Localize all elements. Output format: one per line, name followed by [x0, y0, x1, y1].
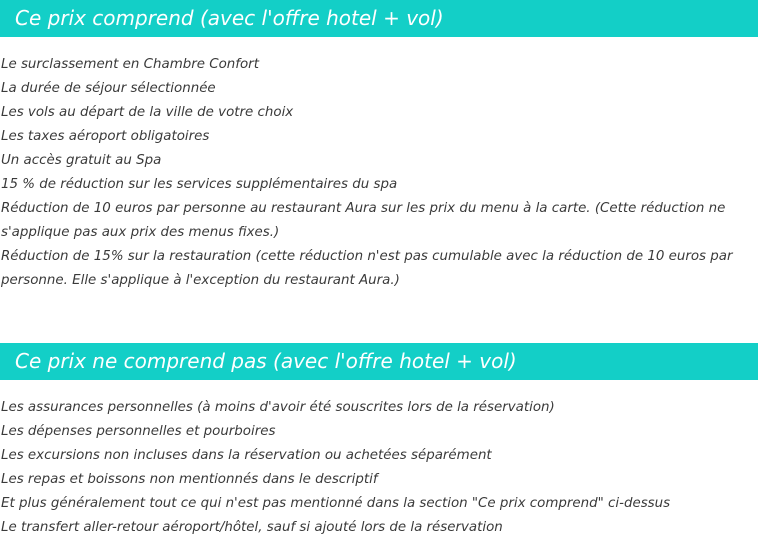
list-item: Les assurances personnelles (à moins d'avoir été souscrites lors de la réservation) — [1, 400, 555, 415]
includes-section-title: Ce prix comprend (avec l'offre hotel + vol) — [0, 0, 758, 37]
list-item: Les taxes aéroport obligatoires — [1, 129, 210, 144]
list-item: Le surclassement en Chambre Confort — [1, 57, 259, 72]
excludes-list — [0, 396, 758, 540]
list-item: Les excursions non incluses dans la réservation ou achetées séparément — [1, 448, 492, 463]
excludes-section-title: Ce prix ne comprend pas (avec l'offre hotel + vol) — [0, 343, 758, 380]
list-item: 15 % de réduction sur les services supplémentaires du spa — [1, 177, 398, 192]
includes-list — [0, 53, 758, 293]
list-item: La durée de séjour sélectionnée — [1, 81, 216, 96]
list-item: Les vols au départ de la ville de votre choix — [1, 105, 294, 120]
list-item: Le transfert aller-retour aéroport/hôtel, sauf si ajouté lors de la réservation — [1, 520, 503, 535]
list-item: Un accès gratuit au Spa — [1, 153, 162, 168]
list-item: Réduction de 10 euros par personne au restaurant Aura sur les prix du menu à la carte. (Cette réduction ne s'applique pas aux prix des menus fixes.) — [1, 201, 726, 240]
list-item: Les dépenses personnelles et pourboires — [1, 424, 276, 439]
list-item: Et plus généralement tout ce qui n'est pas mentionné dans la section "Ce prix comprend" ci-dessus — [1, 496, 671, 511]
list-item: Réduction de 15% sur la restauration (cette réduction n'est pas cumulable avec la réduction de 10 euros par personne. Elle s'applique à l'exception du restaurant Aura.) — [1, 249, 733, 288]
list-item: Les repas et boissons non mentionnés dans le descriptif — [1, 472, 378, 487]
